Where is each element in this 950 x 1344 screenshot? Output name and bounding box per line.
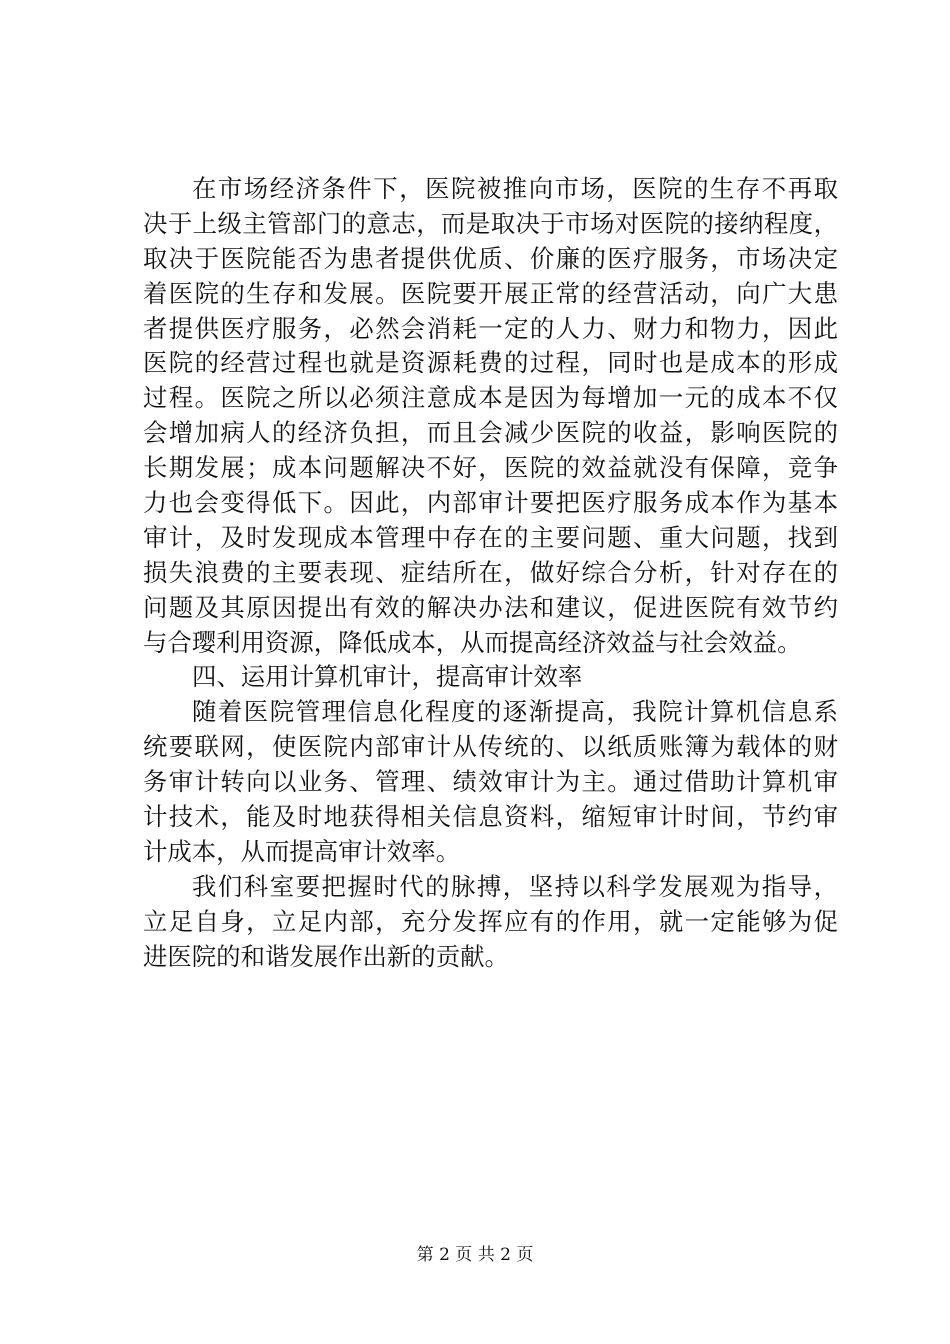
text-line: 我们科室要把握时代的脉搏，坚持以科学发展观为指导， [192,871,838,901]
document-body [143,172,838,974]
text-line: 过程。医院之所以必须注意成本是因为每增加一元的成本不仅 [143,383,838,413]
text-line: 立足自身，立足内部，充分发挥应有的作用，就一定能够为促 [143,906,838,936]
text-line: 务审计转向以业务、管理、绩效审计为主。通过借助计算机审 [143,767,838,797]
text-line: 力也会变得低下。因此，内部审计要把医疗服务成本作为基本 [143,488,838,518]
text-line: 问题及其原因提出有效的解决办法和建议，促进医院有效节约 [143,592,838,622]
section-heading [143,660,838,695]
text-line: 医院的经营过程也就是资源耗费的过程，同时也是成本的形成 [143,348,838,378]
text-line: 会增加病人的经济负担，而且会减少医院的收益，影响医院的 [143,418,838,448]
text-line: 损失浪费的主要表现、症结所在，做好综合分析，针对存在的 [143,557,838,587]
text-line: 决于上级主管部门的意志，而是取决于市场对医院的接纳程度， [143,208,838,238]
page-number-footer: 第 2 页 共 2 页 [416,1245,534,1265]
text-line: 随着医院管理信息化程度的逐渐提高，我院计算机信息系 [192,697,838,727]
paragraph-computer-audit [143,695,838,869]
text-line: 进医院的和谐发展作出新的贡献。 [143,941,509,971]
text-line: 长期发展；成本问题解决不好，医院的效益就没有保障，竞争 [143,453,838,483]
text-line: 与合璎利用资源，降低成本，从而提高经济效益与社会效益。 [143,627,802,657]
text-line: 审计，及时发现成本管理中存在的主要问题、重大问题，找到 [143,522,838,552]
text-line: 着医院的生存和发展。医院要开展正常的经营活动，向广大患 [143,278,838,308]
text-line: 计成本，从而提高审计效率。 [143,836,461,866]
text-line: 者提供医疗服务，必然会消耗一定的人力、财力和物力，因此 [143,313,838,343]
text-line: 统要联网，使医院内部审计从传统的、以纸质账簿为载体的财 [143,732,838,762]
paragraph-cost-audit [143,172,838,660]
text-line: 取决于医院能否为患者提供优质、价廉的医疗服务，市场决定 [143,243,838,273]
paragraph-conclusion [143,870,838,975]
text-line: 在市场经济条件下，医院被推向市场，医院的生存不再取 [192,174,838,203]
text-line: 计技术，能及时地获得相关信息资料，缩短审计时间，节约审 [143,802,838,832]
heading-computer-audit: 四、运用计算机审计，提高审计效率 [192,662,583,692]
